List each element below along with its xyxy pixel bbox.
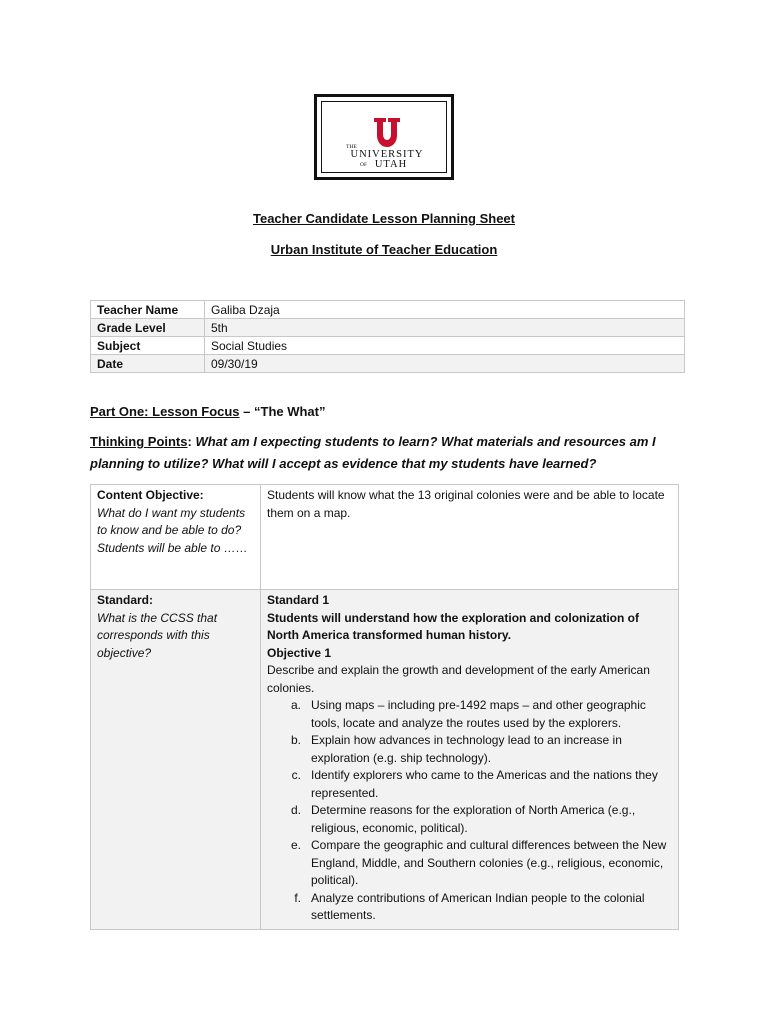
standard-hint: What is the CCSS that corresponds with this objective? <box>97 610 218 660</box>
info-key: Date <box>91 355 205 373</box>
list-item-text: Compare the geographic and cultural differences between the New England, Middle, and Southern colonies (e.g., religious, economic, political). <box>311 838 667 887</box>
standard-label-cell <box>91 590 261 930</box>
content-objective-text: Students will know what the 13 original colonies were and be able to locate them on a map. <box>261 485 679 590</box>
list-item <box>267 837 672 890</box>
content-objective-hint: What do I want my students to know and be able to do? Students will be able to …… <box>97 505 248 555</box>
list-marker: b. <box>290 733 301 747</box>
thinking-points-label: Thinking Points <box>90 434 188 449</box>
thinking-points-colon: : <box>187 434 196 449</box>
university-of-utah-logo-graphic <box>322 102 452 178</box>
part-one-title-rest: – “The What” <box>239 404 326 419</box>
content-objective-row <box>91 485 679 590</box>
list-marker: f. <box>294 890 301 905</box>
info-row-teacher-name <box>91 301 685 319</box>
info-key: Teacher Name <box>91 301 205 319</box>
info-row-subject <box>91 337 685 355</box>
sheet-title: Teacher Candidate Lesson Planning Sheet <box>253 211 515 226</box>
list-item <box>267 697 672 732</box>
logo-the-text: THE <box>346 144 357 150</box>
standard-heading: Standard 1 <box>267 593 330 607</box>
info-row-grade-level <box>91 319 685 337</box>
info-key: Subject <box>91 337 205 355</box>
part-one-title-underlined: Part One: Lesson Focus <box>90 404 240 419</box>
part-one-title <box>90 404 326 419</box>
info-value: 5th <box>205 319 685 337</box>
objective-heading: Objective 1 <box>267 645 332 660</box>
list-item <box>267 767 672 802</box>
logo-of-text: OF <box>360 162 368 168</box>
logo-university-text: UNIVERSITY <box>350 149 424 160</box>
list-item <box>267 890 672 925</box>
list-item-text: Using maps – including pre-1492 maps – and other geographic tools, locate and analyze the routes used by the explorers. <box>311 698 646 730</box>
content-objective-label: Content Objective: <box>97 488 204 502</box>
info-value: Social Studies <box>205 337 685 355</box>
list-item-text: Explain how advances in technology lead to an increase in exploration (e.g. ship technology). <box>311 733 622 765</box>
institute-title: Urban Institute of Teacher Education <box>270 242 498 257</box>
logo-utah-text: UTAH <box>374 159 408 170</box>
objective-text: Describe and explain the growth and development of the early American colonies. <box>267 663 650 695</box>
university-logo <box>314 94 454 180</box>
list-item <box>267 802 672 837</box>
content-objective-label-cell <box>91 485 261 590</box>
info-key: Grade Level <box>91 319 205 337</box>
thinking-question-1: What am I expecting students to learn? What materials and resources am I planning to utilize? <box>90 434 656 471</box>
block-u-icon <box>374 118 400 147</box>
list-item-text: Determine reasons for the exploration of North America (e.g., religious, economic, political). <box>311 803 636 835</box>
info-value: Galiba Dzaja <box>205 301 685 319</box>
list-item-text: Identify explorers who came to the Americas and the nations they represented. <box>311 768 658 800</box>
list-item-text: Analyze contributions of American Indian people to the colonial settlements. <box>311 890 645 922</box>
list-marker: c. <box>291 768 301 782</box>
info-row-date <box>91 355 685 373</box>
logo-inner-border <box>321 101 447 173</box>
standard-content-cell <box>261 590 679 930</box>
standard-label: Standard: <box>97 593 154 607</box>
list-marker: e. <box>290 838 301 852</box>
list-item <box>267 732 672 767</box>
lesson-focus-table <box>90 484 679 930</box>
list-marker: a. <box>290 698 301 712</box>
objective-items-list <box>267 697 672 925</box>
standard-row <box>91 590 679 930</box>
list-marker: d. <box>290 803 301 817</box>
info-value: 09/30/19 <box>205 355 685 373</box>
teacher-info-table <box>90 300 685 373</box>
standard-text: Students will understand how the exploration and colonization of North America transformed human history. <box>267 610 640 642</box>
thinking-question-2: What will I accept as evidence that my students have learned? <box>208 456 597 471</box>
thinking-points <box>90 431 680 475</box>
